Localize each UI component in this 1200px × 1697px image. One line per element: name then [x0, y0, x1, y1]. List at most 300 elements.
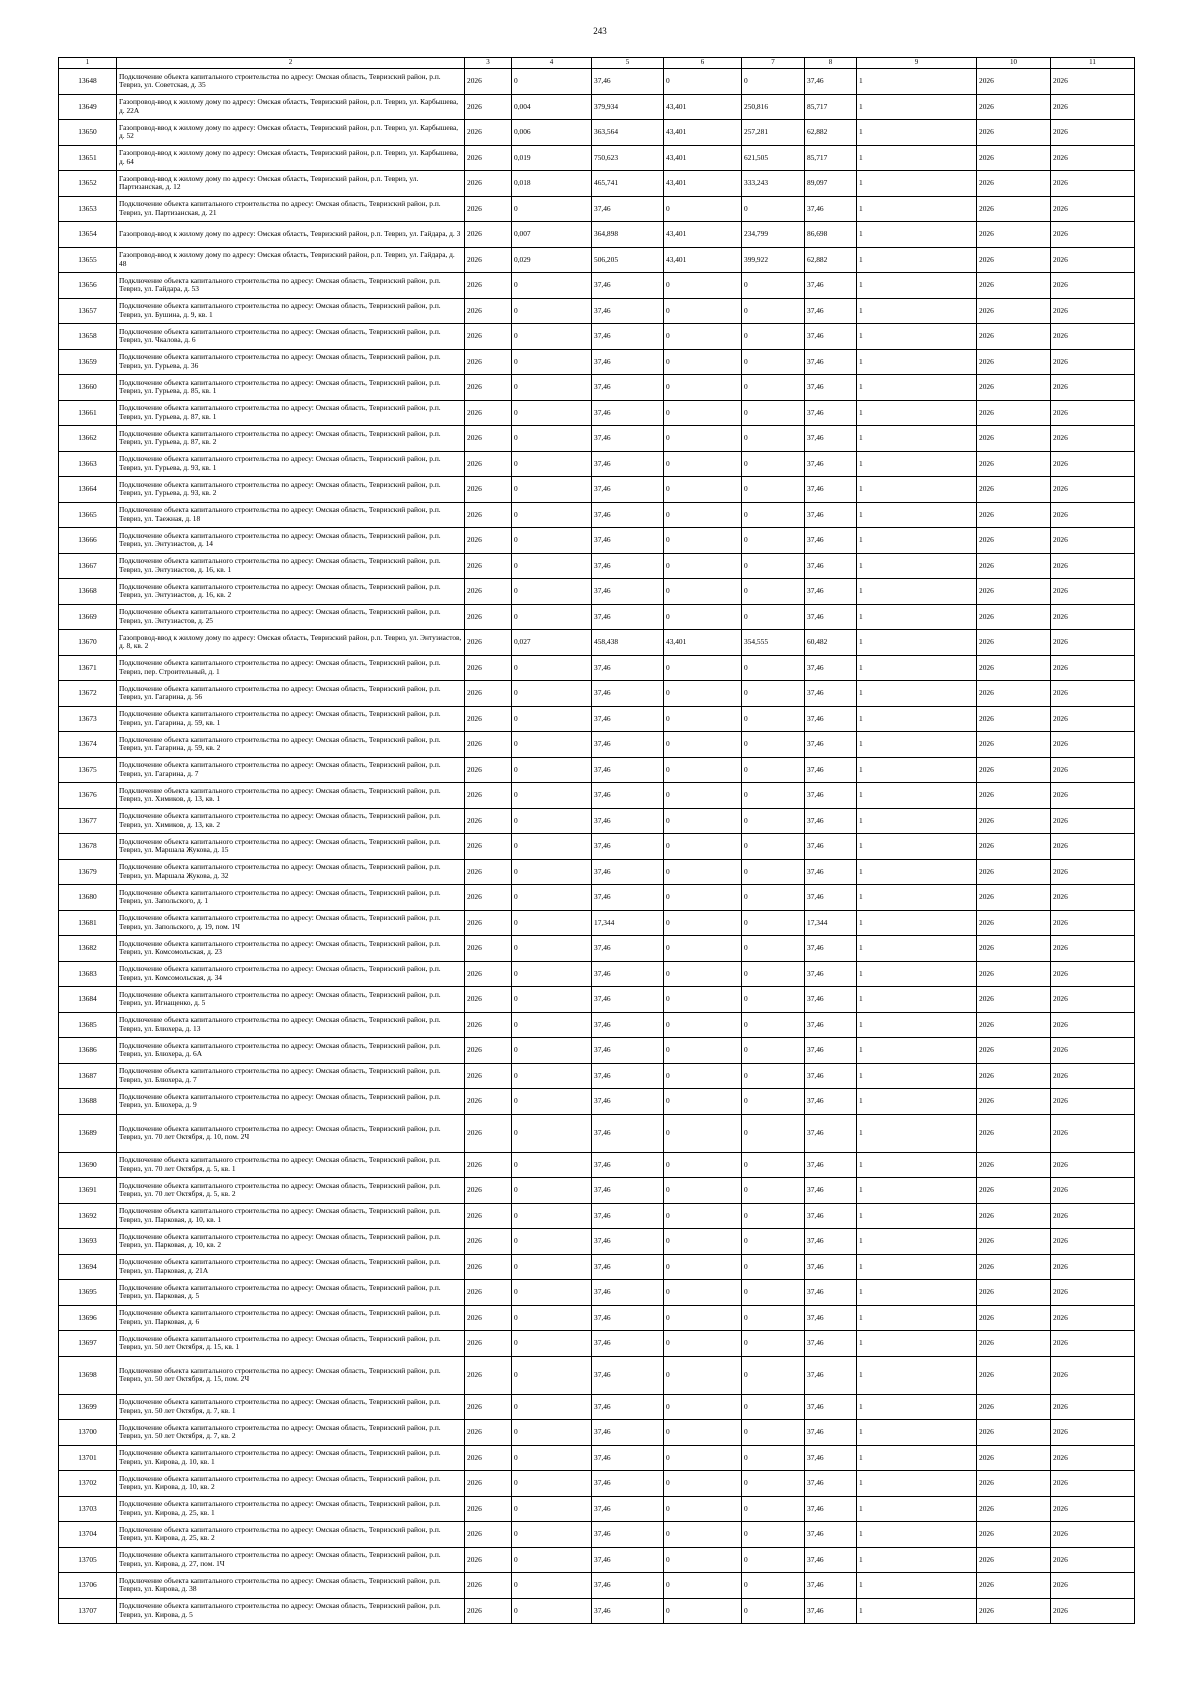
- cell-col-4: 0: [512, 324, 592, 350]
- cell-col-9: 1: [857, 1547, 977, 1573]
- table-row: [59, 604, 1135, 630]
- cell-col-8: 37,46: [805, 1203, 857, 1229]
- cell-col-4: 0: [512, 961, 592, 987]
- cell-col-2: Газопровод-ввод к жилому дому по адресу: Омская область, Тевризский район, р.п. Тевриз, ул. Гайдара, д. 48: [117, 247, 465, 273]
- cell-col-6: 0: [664, 834, 742, 860]
- cell-col-3: 2026: [465, 553, 512, 579]
- table-row: [59, 1573, 1135, 1599]
- cell-col-1: 13696: [59, 1305, 117, 1331]
- cell-col-3: 2026: [465, 1178, 512, 1204]
- cell-col-8: 37,46: [805, 1547, 857, 1573]
- cell-col-5: 37,46: [592, 732, 664, 758]
- cell-col-3: 2026: [465, 349, 512, 375]
- cell-col-2: Подключение объекта капитального строительства по адресу: Омская область, Тевризский район, р.п. Тевриз, ул. Партизанская, д. 21: [117, 196, 465, 222]
- table-row: [59, 298, 1135, 324]
- table-row: [59, 1445, 1135, 1471]
- cell-col-4: 0: [512, 1152, 592, 1178]
- cell-col-5: 37,46: [592, 1178, 664, 1204]
- cell-col-6: 0: [664, 655, 742, 681]
- cell-col-7: 0: [742, 783, 805, 809]
- table-row: [59, 732, 1135, 758]
- cell-col-5: 37,46: [592, 706, 664, 732]
- cell-col-5: 37,46: [592, 604, 664, 630]
- cell-col-10: 2026: [977, 502, 1051, 528]
- cell-col-3: 2026: [465, 885, 512, 911]
- cell-col-7: 0: [742, 579, 805, 605]
- cell-col-9: 1: [857, 145, 977, 171]
- cell-col-3: 2026: [465, 1598, 512, 1624]
- table-row: [59, 859, 1135, 885]
- header-row: [59, 58, 1135, 69]
- cell-col-10: 2026: [977, 145, 1051, 171]
- cell-col-9: 1: [857, 1229, 977, 1255]
- cell-col-9: 1: [857, 1114, 977, 1152]
- cell-col-9: 1: [857, 1331, 977, 1357]
- cell-col-7: 399,922: [742, 247, 805, 273]
- cell-col-7: 0: [742, 375, 805, 401]
- cell-col-2: Подключение объекта капитального строительства по адресу: Омская область, Тевризский район, р.п. Тевриз, ул. Гурьева, д. 85, кв. 1: [117, 375, 465, 401]
- cell-col-5: 37,46: [592, 1573, 664, 1599]
- cell-col-9: 1: [857, 171, 977, 197]
- cell-col-7: 0: [742, 1522, 805, 1548]
- table-row: [59, 1012, 1135, 1038]
- cell-col-6: 0: [664, 324, 742, 350]
- cell-col-7: 0: [742, 553, 805, 579]
- cell-col-4: 0: [512, 196, 592, 222]
- cell-col-6: 43,401: [664, 630, 742, 656]
- cell-col-8: 37,46: [805, 834, 857, 860]
- cell-col-2: Подключение объекта капитального строительства по адресу: Омская область, Тевризский район, р.п. Тевриз, ул. Гагарина, д. 59, кв. 2: [117, 732, 465, 758]
- cell-col-11: 2026: [1051, 298, 1135, 324]
- cell-col-7: 0: [742, 349, 805, 375]
- cell-col-5: 37,46: [592, 681, 664, 707]
- cell-col-5: 37,46: [592, 273, 664, 299]
- cell-col-3: 2026: [465, 936, 512, 962]
- cell-col-10: 2026: [977, 247, 1051, 273]
- cell-col-3: 2026: [465, 247, 512, 273]
- cell-col-9: 1: [857, 69, 977, 95]
- cell-col-5: 37,46: [592, 885, 664, 911]
- cell-col-10: 2026: [977, 171, 1051, 197]
- table-row: [59, 961, 1135, 987]
- cell-col-11: 2026: [1051, 808, 1135, 834]
- cell-col-8: 37,46: [805, 1012, 857, 1038]
- cell-col-8: 37,46: [805, 885, 857, 911]
- cell-col-3: 2026: [465, 426, 512, 452]
- cell-col-6: 0: [664, 528, 742, 554]
- cell-col-11: 2026: [1051, 757, 1135, 783]
- cell-col-1: 13668: [59, 579, 117, 605]
- cell-col-10: 2026: [977, 706, 1051, 732]
- cell-col-4: 0: [512, 1496, 592, 1522]
- cell-col-5: 37,46: [592, 808, 664, 834]
- table-row: [59, 1598, 1135, 1624]
- table-row: [59, 171, 1135, 197]
- cell-col-9: 1: [857, 1356, 977, 1394]
- cell-col-1: 13663: [59, 451, 117, 477]
- cell-col-11: 2026: [1051, 273, 1135, 299]
- cell-col-3: 2026: [465, 1063, 512, 1089]
- cell-col-3: 2026: [465, 706, 512, 732]
- cell-col-9: 1: [857, 1305, 977, 1331]
- cell-col-5: 37,46: [592, 1471, 664, 1497]
- cell-col-11: 2026: [1051, 1598, 1135, 1624]
- cell-col-10: 2026: [977, 400, 1051, 426]
- cell-col-10: 2026: [977, 783, 1051, 809]
- cell-col-10: 2026: [977, 1331, 1051, 1357]
- cell-col-10: 2026: [977, 1038, 1051, 1064]
- cell-col-9: 1: [857, 1152, 977, 1178]
- cell-col-8: 17,344: [805, 910, 857, 936]
- cell-col-9: 1: [857, 859, 977, 885]
- cell-col-7: 0: [742, 961, 805, 987]
- cell-col-1: 13661: [59, 400, 117, 426]
- cell-col-7: 0: [742, 1038, 805, 1064]
- cell-col-9: 1: [857, 1573, 977, 1599]
- cell-col-11: 2026: [1051, 1114, 1135, 1152]
- cell-col-10: 2026: [977, 1522, 1051, 1548]
- cell-col-11: 2026: [1051, 400, 1135, 426]
- table-row: [59, 451, 1135, 477]
- cell-col-10: 2026: [977, 1420, 1051, 1446]
- cell-col-4: 0: [512, 426, 592, 452]
- table-row: [59, 885, 1135, 911]
- table-row: [59, 120, 1135, 146]
- cell-col-7: 0: [742, 1573, 805, 1599]
- cell-col-10: 2026: [977, 273, 1051, 299]
- cell-col-7: 0: [742, 400, 805, 426]
- cell-col-9: 1: [857, 196, 977, 222]
- cell-col-11: 2026: [1051, 783, 1135, 809]
- cell-col-5: 37,46: [592, 1331, 664, 1357]
- cell-col-7: 0: [742, 1420, 805, 1446]
- table-row: [59, 477, 1135, 503]
- cell-col-4: 0: [512, 1420, 592, 1446]
- cell-col-7: 0: [742, 1598, 805, 1624]
- cell-col-7: 0: [742, 1254, 805, 1280]
- table-row: [59, 273, 1135, 299]
- cell-col-7: 0: [742, 1063, 805, 1089]
- cell-col-7: 0: [742, 426, 805, 452]
- cell-col-5: 750,623: [592, 145, 664, 171]
- cell-col-9: 1: [857, 783, 977, 809]
- cell-col-8: 37,46: [805, 1152, 857, 1178]
- cell-col-2: Газопровод-ввод к жилому дому по адресу: Омская область, Тевризский район, р.п. Тевриз, ул. Гайдара, д. 3: [117, 222, 465, 248]
- cell-col-3: 2026: [465, 502, 512, 528]
- cell-col-2: Подключение объекта капитального строительства по адресу: Омская область, Тевризский район, р.п. Тевриз, ул. Энтузиастов, д. 16, кв. 2: [117, 579, 465, 605]
- column-header-3: 3: [465, 58, 512, 69]
- cell-col-9: 1: [857, 655, 977, 681]
- cell-col-11: 2026: [1051, 681, 1135, 707]
- cell-col-1: 13703: [59, 1496, 117, 1522]
- cell-col-1: 13699: [59, 1394, 117, 1420]
- cell-col-6: 0: [664, 1420, 742, 1446]
- cell-col-9: 1: [857, 1280, 977, 1306]
- cell-col-5: 37,46: [592, 936, 664, 962]
- cell-col-11: 2026: [1051, 94, 1135, 120]
- cell-col-7: 0: [742, 477, 805, 503]
- cell-col-8: 37,46: [805, 324, 857, 350]
- cell-col-3: 2026: [465, 400, 512, 426]
- cell-col-7: 333,243: [742, 171, 805, 197]
- cell-col-8: 37,46: [805, 1089, 857, 1115]
- table-row: [59, 1547, 1135, 1573]
- cell-col-6: 0: [664, 502, 742, 528]
- cell-col-6: 43,401: [664, 222, 742, 248]
- cell-col-6: 0: [664, 1038, 742, 1064]
- cell-col-4: 0: [512, 783, 592, 809]
- cell-col-1: 13681: [59, 910, 117, 936]
- cell-col-9: 1: [857, 120, 977, 146]
- cell-col-7: 257,281: [742, 120, 805, 146]
- cell-col-9: 1: [857, 936, 977, 962]
- table-row: [59, 426, 1135, 452]
- cell-col-11: 2026: [1051, 1547, 1135, 1573]
- cell-col-6: 0: [664, 1522, 742, 1548]
- cell-col-8: 37,46: [805, 1280, 857, 1306]
- cell-col-5: 364,898: [592, 222, 664, 248]
- cell-col-1: 13657: [59, 298, 117, 324]
- cell-col-1: 13674: [59, 732, 117, 758]
- column-header-5: 5: [592, 58, 664, 69]
- cell-col-8: 86,698: [805, 222, 857, 248]
- cell-col-3: 2026: [465, 120, 512, 146]
- cell-col-5: 37,46: [592, 400, 664, 426]
- cell-col-8: 37,46: [805, 426, 857, 452]
- cell-col-8: 37,46: [805, 1305, 857, 1331]
- column-header-6: 6: [664, 58, 742, 69]
- cell-col-4: 0: [512, 1280, 592, 1306]
- cell-col-5: 37,46: [592, 1305, 664, 1331]
- cell-col-11: 2026: [1051, 196, 1135, 222]
- cell-col-2: Подключение объекта капитального строительства по адресу: Омская область, Тевризский район, р.п. Тевриз, ул. Таежная, д. 18: [117, 502, 465, 528]
- table-row: [59, 1254, 1135, 1280]
- cell-col-1: 13659: [59, 349, 117, 375]
- cell-col-10: 2026: [977, 1598, 1051, 1624]
- cell-col-10: 2026: [977, 1547, 1051, 1573]
- table-row: [59, 1178, 1135, 1204]
- cell-col-4: 0: [512, 451, 592, 477]
- cell-col-1: 13688: [59, 1089, 117, 1115]
- cell-col-6: 0: [664, 604, 742, 630]
- cell-col-9: 1: [857, 1598, 977, 1624]
- cell-col-11: 2026: [1051, 1280, 1135, 1306]
- cell-col-6: 0: [664, 69, 742, 95]
- cell-col-5: 37,46: [592, 553, 664, 579]
- cell-col-2: Подключение объекта капитального строительства по адресу: Омская область, Тевризский район, р.п. Тевриз, ул. Парковая, д. 5: [117, 1280, 465, 1306]
- cell-col-10: 2026: [977, 910, 1051, 936]
- cell-col-3: 2026: [465, 1305, 512, 1331]
- cell-col-10: 2026: [977, 1012, 1051, 1038]
- cell-col-10: 2026: [977, 1229, 1051, 1255]
- cell-col-4: 0: [512, 1573, 592, 1599]
- cell-col-11: 2026: [1051, 1229, 1135, 1255]
- cell-col-4: 0: [512, 528, 592, 554]
- cell-col-6: 0: [664, 1305, 742, 1331]
- table-row: [59, 579, 1135, 605]
- cell-col-4: 0: [512, 1114, 592, 1152]
- cell-col-7: 0: [742, 1445, 805, 1471]
- cell-col-5: 37,46: [592, 987, 664, 1013]
- cell-col-11: 2026: [1051, 247, 1135, 273]
- cell-col-3: 2026: [465, 1573, 512, 1599]
- cell-col-5: 37,46: [592, 757, 664, 783]
- cell-col-11: 2026: [1051, 1254, 1135, 1280]
- cell-col-7: 0: [742, 1305, 805, 1331]
- cell-col-9: 1: [857, 732, 977, 758]
- cell-col-5: 37,46: [592, 298, 664, 324]
- cell-col-10: 2026: [977, 349, 1051, 375]
- cell-col-5: 37,46: [592, 783, 664, 809]
- cell-col-9: 1: [857, 1445, 977, 1471]
- cell-col-1: 13707: [59, 1598, 117, 1624]
- column-header-8: 8: [805, 58, 857, 69]
- cell-col-8: 37,46: [805, 1254, 857, 1280]
- cell-col-8: 37,46: [805, 69, 857, 95]
- table-row: [59, 1496, 1135, 1522]
- cell-col-4: 0: [512, 987, 592, 1013]
- cell-col-5: 506,205: [592, 247, 664, 273]
- table-row: [59, 757, 1135, 783]
- cell-col-2: Подключение объекта капитального строительства по адресу: Омская область, Тевризский район, р.п. Тевриз, ул. Кирова, д. 25, кв. 1: [117, 1496, 465, 1522]
- cell-col-1: 13687: [59, 1063, 117, 1089]
- cell-col-4: 0,018: [512, 171, 592, 197]
- cell-col-11: 2026: [1051, 655, 1135, 681]
- cell-col-3: 2026: [465, 630, 512, 656]
- column-header-10: 10: [977, 58, 1051, 69]
- cell-col-6: 0: [664, 1178, 742, 1204]
- cell-col-4: 0: [512, 1012, 592, 1038]
- cell-col-2: Подключение объекта капитального строительства по адресу: Омская область, Тевризский район, р.п. Тевриз, ул. Запольского, д. 19, пом. 1Ч: [117, 910, 465, 936]
- cell-col-6: 0: [664, 1280, 742, 1306]
- cell-col-1: 13651: [59, 145, 117, 171]
- cell-col-10: 2026: [977, 655, 1051, 681]
- cell-col-4: 0: [512, 1305, 592, 1331]
- cell-col-1: 13662: [59, 426, 117, 452]
- cell-col-2: Подключение объекта капитального строительства по адресу: Омская область, Тевризский район, р.п. Тевриз, ул. Гурьева, д. 93, кв. 1: [117, 451, 465, 477]
- cell-col-5: 379,934: [592, 94, 664, 120]
- cell-col-8: 37,46: [805, 1522, 857, 1548]
- cell-col-5: 37,46: [592, 477, 664, 503]
- cell-col-6: 0: [664, 196, 742, 222]
- cell-col-4: 0: [512, 477, 592, 503]
- cell-col-4: 0: [512, 834, 592, 860]
- cell-col-3: 2026: [465, 987, 512, 1013]
- cell-col-5: 37,46: [592, 451, 664, 477]
- cell-col-9: 1: [857, 579, 977, 605]
- cell-col-11: 2026: [1051, 1394, 1135, 1420]
- cell-col-3: 2026: [465, 196, 512, 222]
- cell-col-9: 1: [857, 94, 977, 120]
- cell-col-3: 2026: [465, 324, 512, 350]
- cell-col-5: 37,46: [592, 1063, 664, 1089]
- table-row: [59, 222, 1135, 248]
- cell-col-10: 2026: [977, 630, 1051, 656]
- cell-col-4: 0: [512, 1089, 592, 1115]
- cell-col-11: 2026: [1051, 1420, 1135, 1446]
- cell-col-3: 2026: [465, 1420, 512, 1446]
- cell-col-7: 234,799: [742, 222, 805, 248]
- table-row: [59, 1152, 1135, 1178]
- cell-col-3: 2026: [465, 579, 512, 605]
- cell-col-5: 37,46: [592, 1152, 664, 1178]
- cell-col-8: 37,46: [805, 936, 857, 962]
- cell-col-7: 621,505: [742, 145, 805, 171]
- cell-col-9: 1: [857, 1178, 977, 1204]
- cell-col-1: 13695: [59, 1280, 117, 1306]
- cell-col-3: 2026: [465, 834, 512, 860]
- cell-col-11: 2026: [1051, 987, 1135, 1013]
- cell-col-10: 2026: [977, 324, 1051, 350]
- column-header-9: 9: [857, 58, 977, 69]
- table-row: [59, 1089, 1135, 1115]
- cell-col-8: 37,46: [805, 1573, 857, 1599]
- cell-col-8: 60,482: [805, 630, 857, 656]
- cell-col-9: 1: [857, 375, 977, 401]
- cell-col-8: 37,46: [805, 783, 857, 809]
- cell-col-6: 0: [664, 273, 742, 299]
- cell-col-5: 37,46: [592, 655, 664, 681]
- cell-col-8: 85,717: [805, 94, 857, 120]
- cell-col-6: 0: [664, 1394, 742, 1420]
- cell-col-9: 1: [857, 1038, 977, 1064]
- cell-col-10: 2026: [977, 961, 1051, 987]
- cell-col-10: 2026: [977, 1178, 1051, 1204]
- cell-col-7: 0: [742, 196, 805, 222]
- cell-col-5: 37,46: [592, 1038, 664, 1064]
- cell-col-8: 37,46: [805, 655, 857, 681]
- cell-col-4: 0: [512, 1445, 592, 1471]
- table-row: [59, 681, 1135, 707]
- cell-col-10: 2026: [977, 1356, 1051, 1394]
- cell-col-7: 0: [742, 1229, 805, 1255]
- cell-col-7: 0: [742, 834, 805, 860]
- cell-col-3: 2026: [465, 69, 512, 95]
- cell-col-3: 2026: [465, 681, 512, 707]
- cell-col-1: 13679: [59, 859, 117, 885]
- cell-col-5: 37,46: [592, 1203, 664, 1229]
- cell-col-11: 2026: [1051, 528, 1135, 554]
- cell-col-8: 37,46: [805, 706, 857, 732]
- table-row: [59, 1114, 1135, 1152]
- cell-col-4: 0: [512, 1522, 592, 1548]
- cell-col-11: 2026: [1051, 451, 1135, 477]
- cell-col-8: 37,46: [805, 375, 857, 401]
- cell-col-2: Подключение объекта капитального строительства по адресу: Омская область, Тевризский район, р.п. Тевриз, ул. 70 лет Октября, д. 5, кв. 1: [117, 1152, 465, 1178]
- cell-col-6: 43,401: [664, 247, 742, 273]
- cell-col-8: 37,46: [805, 553, 857, 579]
- cell-col-10: 2026: [977, 298, 1051, 324]
- cell-col-3: 2026: [465, 1114, 512, 1152]
- cell-col-4: 0: [512, 1178, 592, 1204]
- cell-col-3: 2026: [465, 1394, 512, 1420]
- cell-col-1: 13693: [59, 1229, 117, 1255]
- cell-col-7: 0: [742, 1356, 805, 1394]
- cell-col-2: Подключение объекта капитального строительства по адресу: Омская область, Тевризский район, р.п. Тевриз, ул. Комсомольская, д. 34: [117, 961, 465, 987]
- cell-col-3: 2026: [465, 1152, 512, 1178]
- cell-col-3: 2026: [465, 910, 512, 936]
- cell-col-11: 2026: [1051, 171, 1135, 197]
- cell-col-11: 2026: [1051, 553, 1135, 579]
- cell-col-3: 2026: [465, 757, 512, 783]
- cell-col-1: 13672: [59, 681, 117, 707]
- cell-col-7: 0: [742, 1471, 805, 1497]
- cell-col-2: Подключение объекта капитального строительства по адресу: Омская область, Тевризский район, р.п. Тевриз, ул. Кирова, д. 10, кв. 2: [117, 1471, 465, 1497]
- cell-col-9: 1: [857, 604, 977, 630]
- cell-col-11: 2026: [1051, 961, 1135, 987]
- table-row: [59, 1331, 1135, 1357]
- cell-col-3: 2026: [465, 298, 512, 324]
